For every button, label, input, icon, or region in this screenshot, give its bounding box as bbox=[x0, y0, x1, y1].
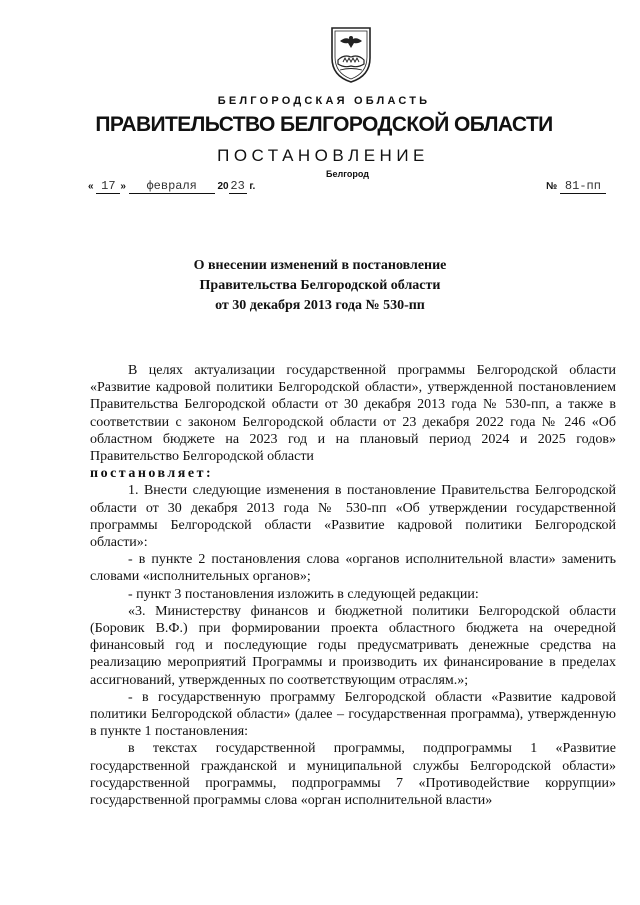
date-close-quote: » bbox=[120, 181, 126, 192]
government-name: ПРАВИТЕЛЬСТВО БЕЛГОРОДСКОЙ ОБЛАСТИ bbox=[95, 113, 553, 136]
date-day: 17 bbox=[96, 180, 120, 194]
document-date bbox=[88, 180, 255, 194]
city-name: Белгород bbox=[326, 169, 369, 179]
number-prefix: № bbox=[546, 181, 558, 192]
document-number bbox=[546, 180, 606, 194]
date-year-suffix: г. bbox=[249, 181, 256, 192]
document-title bbox=[0, 256, 640, 316]
date-year-prefix: 20 bbox=[217, 181, 229, 192]
number-value: 81-пп bbox=[560, 180, 606, 194]
body-paragraph-item-1: 1. Внести следующие изменения в постановление Правительства Белгородской области от 30 декабря 2013 года № 530-пп «Об утверждении государственной программы Белгородской области «Развитие кадровой политики Белгородской области»: bbox=[90, 483, 616, 551]
body-paragraph-item-4: - в государственную программу Белгородской области «Развитие кадровой политики Белгородской области» (далее – государственная программа), утвержденную в пункте 1 постановления: bbox=[90, 689, 616, 740]
body-paragraph-item-2: - в пункте 2 постановления слова «органов исполнительной власти» заменить словами «исполнительных органов»; bbox=[90, 552, 616, 585]
body-paragraph-quote: «3. Министерству финансов и бюджетной политики Белгородской области (Боровик В.Ф.) при формировании проекта областного бюджета на очередной финансовый год и последующие годы предусматривать денежные средства на реализацию мероприятий Программы и производить их финансирование в пределах ассигнований, утвержденных по соответствующим отраслям.»; bbox=[90, 603, 616, 688]
date-month: февраля bbox=[129, 180, 215, 194]
region-name: БЕЛГОРОДСКАЯ ОБЛАСТЬ bbox=[217, 95, 431, 107]
body-paragraph-preamble: В целях актуализации государственной программы Белгородской области «Развитие кадровой политики Белгородской области», утвержденной постановлением Правительства Белгородской области от 30 декабря 2013 года № 530-пп, а также в соответствии с законом Белгородской области от 23 декабря 2022 года № 246 «Об областном бюджете на 2023 год и на плановый период 2024 и 2025 годов» Правительство Белгородской области bbox=[90, 363, 616, 465]
body-paragraph-item-5: в текстах государственной программы, подпрограммы 1 «Развитие государственной гражданской и муниципальной службы Белгородской области» государственной программы, подпрограммы 7 «Противодействие коррупции» государственной программы слова «орган исполнительной власти» bbox=[90, 741, 616, 809]
body-paragraph-item-3: - пункт 3 постановления изложить в следующей редакции: bbox=[128, 586, 479, 602]
date-open-quote: « bbox=[88, 181, 94, 192]
date-year: 23 bbox=[230, 179, 245, 193]
document-body bbox=[90, 362, 616, 809]
title-line-2: Правительства Белгородской области bbox=[199, 278, 441, 293]
document-type: ПОСТАНОВЛЕНИЕ bbox=[217, 146, 429, 165]
coat-of-arms-emblem bbox=[326, 24, 376, 84]
title-line-3: от 30 декабря 2013 года № 530-пп bbox=[215, 298, 425, 313]
decree-word: постановляет: bbox=[90, 466, 214, 482]
title-line-1: О внесении изменений в постановление bbox=[193, 258, 447, 273]
